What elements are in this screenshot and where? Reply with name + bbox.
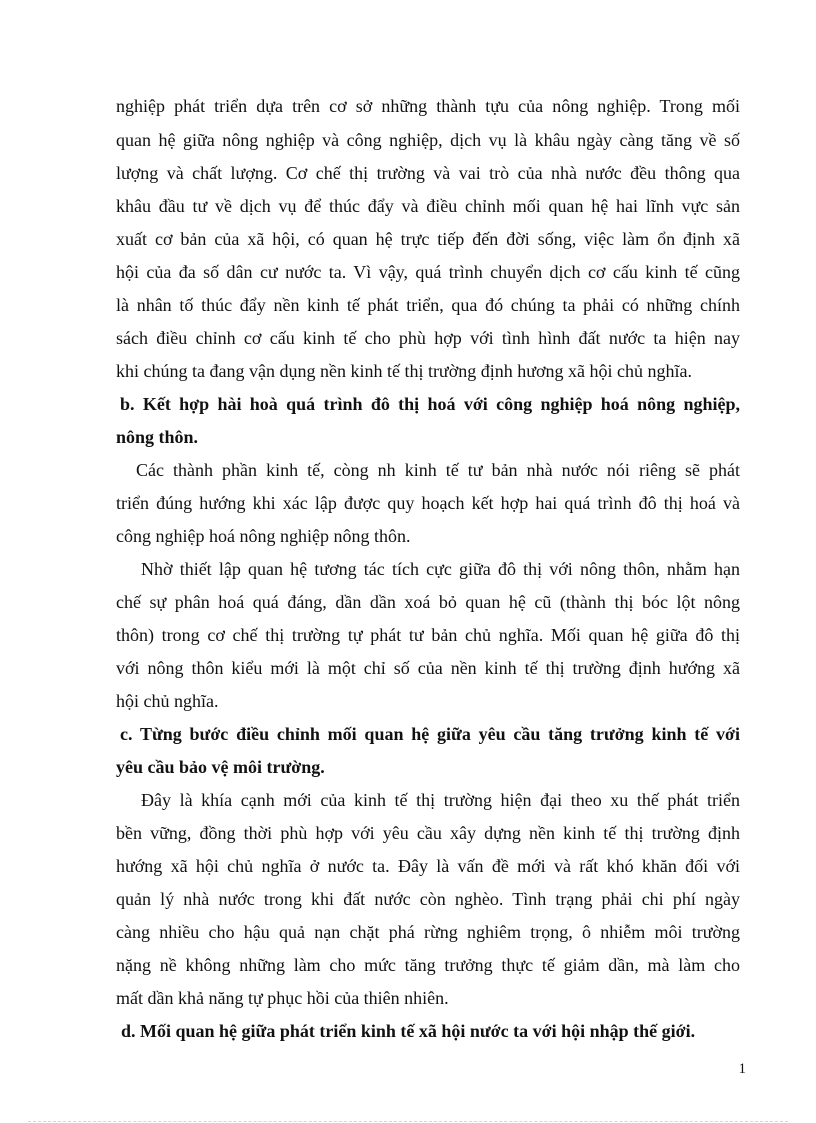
body-text-line: thôn) trong cơ chế thị trường tự phát tư bản chủ nghĩa. Mối quan hệ giữa đô thị (116, 625, 740, 645)
section-heading-d: d. Mối quan hệ giữa phát triển kinh tế xã hội nước ta với hội nhập thế giới. (121, 1021, 696, 1041)
page-bottom-border (28, 1121, 788, 1122)
body-text-line: khâu đầu tư về dịch vụ để thúc đẩy và điều chỉnh mối quan hệ hai lĩnh vực sản (116, 196, 740, 216)
body-text-line: càng nhiều cho hậu quả nạn chặt phá rừng nghiêm trọng, ô nhiễm môi trường (116, 922, 740, 942)
body-text-line: Đây là khía cạnh mới của kinh tế thị trường hiện đại theo xu thế phát triển (141, 790, 740, 810)
body-text-line: nghiệp phát triển dựa trên cơ sở những thành tựu của nông nghiệp. Trong mối (116, 96, 740, 116)
section-heading-c-continued: yêu cầu bảo vệ môi trường. (116, 757, 325, 777)
body-text-line: xuất cơ bản của xã hội, có quan hệ trực tiếp đến đời sống, việc làm ổn định xã (116, 229, 740, 249)
body-text-line: bền vững, đồng thời phù hợp với yêu cầu xây dựng nền kinh tế thị trường định (116, 823, 740, 843)
section-heading-b-continued: nông thôn. (116, 427, 199, 447)
body-text-line: Các thành phần kinh tế, còng nh kinh tế tư bản nhà nước nói riêng sẽ phát (136, 460, 740, 480)
body-text-line: triển đúng hướng khi xác lập được quy hoạch kết hợp hai quá trình đô thị hoá và (116, 493, 740, 513)
body-text-line: mất dần khả năng tự phục hồi của thiên nhiên. (116, 988, 449, 1008)
body-text-line: quản lý nhà nước trong khi đất nước còn nghèo. Tình trạng phải chi phí ngày (116, 889, 740, 909)
body-text-line: chế sự phân hoá quá đáng, dần dần xoá bỏ quan hệ cũ (thành thị bóc lột nông (116, 592, 740, 612)
body-text-line: hội của đa số dân cư nước ta. Vì vậy, quá trình chuyển dịch cơ cấu kinh tế cũng (116, 262, 740, 282)
section-heading-b: b. Kết hợp hài hoà quá trình đô thị hoá với công nghiệp hoá nông nghiệp, (120, 394, 740, 414)
body-text-line: khi chúng ta đang vận dụng nền kinh tế thị trường định hương xã hội chủ nghĩa. (116, 361, 692, 381)
body-text-line: là nhân tố thúc đẩy nền kinh tế phát triển, qua đó chúng ta phải có những chính (116, 295, 740, 315)
body-text-line: công nghiệp hoá nông nghiệp nông thôn. (116, 526, 411, 546)
body-text-line: lượng và chất lượng. Cơ chế thị trường và vai trò của nhà nước đều thông qua (116, 163, 740, 183)
body-text-line: nặng nề không những làm cho mức tăng trưởng thực tế giảm dần, mà làm cho (116, 955, 740, 975)
body-text-line: hội chủ nghĩa. (116, 691, 219, 711)
body-text-line: quan hệ giữa nông nghiệp và công nghiệp, dịch vụ là khâu ngày càng tăng về số (116, 130, 740, 150)
body-text-line: hướng xã hội chủ nghĩa ở nước ta. Đây là vấn đề mới và rất khó khăn đối với (116, 856, 740, 876)
page-number: 1 (738, 1061, 746, 1077)
section-heading-c: c. Từng bước điều chỉnh mối quan hệ giữa yêu cầu tăng trưởng kinh tế với (120, 724, 740, 744)
body-text-line: với nông thôn kiểu mới là một chỉ số của nền kinh tế thị trường định hướng xã (116, 658, 740, 678)
body-text-line: sách điều chỉnh cơ cấu kinh tế cho phù hợp với tình hình đất nước ta hiện nay (116, 328, 740, 348)
body-text-line: Nhờ thiết lập quan hệ tương tác tích cực giữa đô thị với nông thôn, nhằm hạn (141, 559, 740, 579)
